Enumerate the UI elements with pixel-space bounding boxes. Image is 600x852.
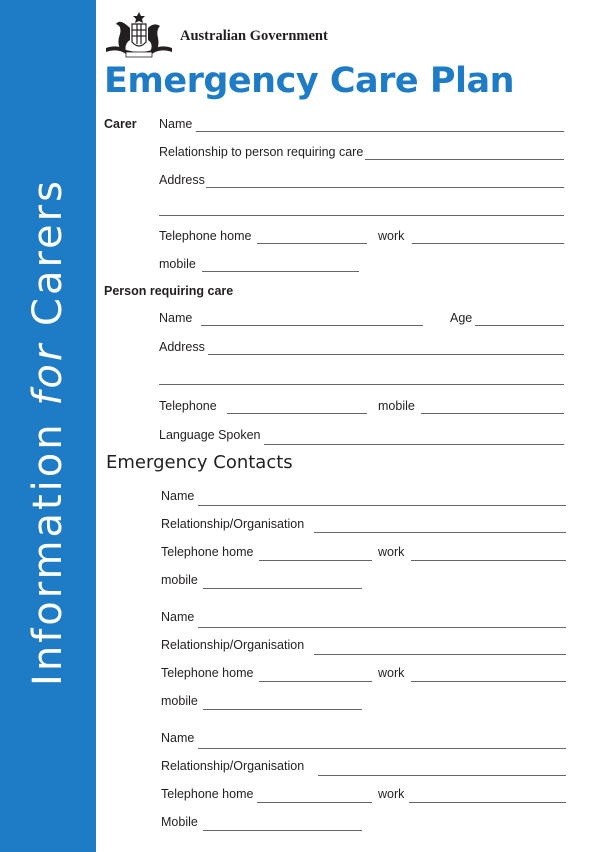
- page-title: Emergency Care Plan: [104, 61, 515, 101]
- carer-address-field-2[interactable]: [159, 215, 564, 216]
- contact-1-relationship-field[interactable]: [314, 532, 566, 533]
- contact-1-work-label: work: [378, 545, 405, 559]
- contact-2-relationship-field[interactable]: [314, 654, 566, 655]
- person-address-field-2[interactable]: [159, 384, 564, 385]
- contact-1-telephone-home-field[interactable]: [259, 560, 372, 561]
- carer-heading: Carer: [104, 117, 137, 131]
- government-name: Australian Government: [180, 28, 328, 44]
- person-age-label: Age: [450, 311, 473, 325]
- person-name-label: Name: [159, 311, 193, 325]
- contact-3-telephone-home-label: Telephone home: [161, 787, 254, 801]
- contact-3-work-field[interactable]: [409, 802, 566, 803]
- person-address-label: Address: [159, 340, 205, 354]
- carer-relationship-label: Relationship to person requiring care: [159, 145, 364, 159]
- contact-2-mobile-field[interactable]: [203, 709, 362, 710]
- contact-3-relationship-label: Relationship/Organisation: [161, 759, 305, 773]
- sidebar-title-italic: for: [25, 341, 71, 406]
- person-mobile-label: mobile: [378, 399, 415, 413]
- person-age-field[interactable]: [475, 325, 564, 326]
- carer-relationship-field[interactable]: [365, 159, 564, 160]
- contact-1-relationship-label: Relationship/Organisation: [161, 517, 305, 531]
- carer-address-field[interactable]: [206, 187, 564, 188]
- contact-1-name-label: Name: [161, 489, 195, 503]
- sidebar-title-suffix: Carers: [25, 178, 71, 342]
- person-mobile-field[interactable]: [421, 413, 564, 414]
- contact-3-mobile-field[interactable]: [203, 830, 362, 831]
- contact-3-name-label: Name: [161, 731, 195, 745]
- sidebar-title-prefix: Information: [25, 405, 71, 686]
- contact-2-work-field[interactable]: [411, 681, 566, 682]
- person-telephone-field[interactable]: [227, 413, 367, 414]
- person-address-field[interactable]: [208, 354, 564, 355]
- carer-mobile-field[interactable]: [202, 271, 359, 272]
- contact-2-work-label: work: [378, 666, 405, 680]
- contact-1-mobile-label: mobile: [161, 573, 198, 587]
- contact-3-work-label: work: [378, 787, 405, 801]
- person-telephone-label: Telephone: [159, 399, 217, 413]
- contact-1-mobile-field[interactable]: [203, 588, 362, 589]
- contact-1-name-field[interactable]: [198, 505, 566, 506]
- person-language-field[interactable]: [264, 444, 564, 445]
- person-language-label: Language Spoken: [159, 428, 261, 442]
- contact-3-mobile-label: Mobile: [161, 815, 198, 829]
- coat-of-arms-icon: [102, 10, 176, 60]
- emergency-contacts-heading: Emergency Contacts: [106, 452, 293, 473]
- carer-work-label: work: [378, 229, 405, 243]
- contact-3-relationship-field[interactable]: [318, 775, 566, 776]
- contact-1-telephone-home-label: Telephone home: [161, 545, 254, 559]
- carer-name-label: Name: [159, 117, 193, 131]
- sidebar-band: [0, 0, 96, 852]
- contact-3-telephone-home-field[interactable]: [257, 802, 372, 803]
- sidebar-title: [25, 178, 71, 686]
- contact-1-work-field[interactable]: [411, 560, 566, 561]
- contact-2-relationship-label: Relationship/Organisation: [161, 638, 305, 652]
- person-name-field[interactable]: [201, 325, 423, 326]
- contact-2-telephone-home-field[interactable]: [259, 681, 372, 682]
- contact-2-telephone-home-label: Telephone home: [161, 666, 254, 680]
- contact-2-name-field[interactable]: [198, 627, 566, 628]
- contact-2-mobile-label: mobile: [161, 694, 198, 708]
- person-heading: Person requiring care: [104, 284, 234, 298]
- carer-telephone-home-field[interactable]: [257, 243, 367, 244]
- contact-3-name-field[interactable]: [198, 748, 566, 749]
- carer-name-field[interactable]: [196, 131, 564, 132]
- carer-telephone-home-label: Telephone home: [159, 229, 252, 243]
- carer-mobile-label: mobile: [159, 257, 196, 271]
- carer-address-label: Address: [159, 173, 205, 187]
- carer-work-field[interactable]: [412, 243, 564, 244]
- contact-2-name-label: Name: [161, 610, 195, 624]
